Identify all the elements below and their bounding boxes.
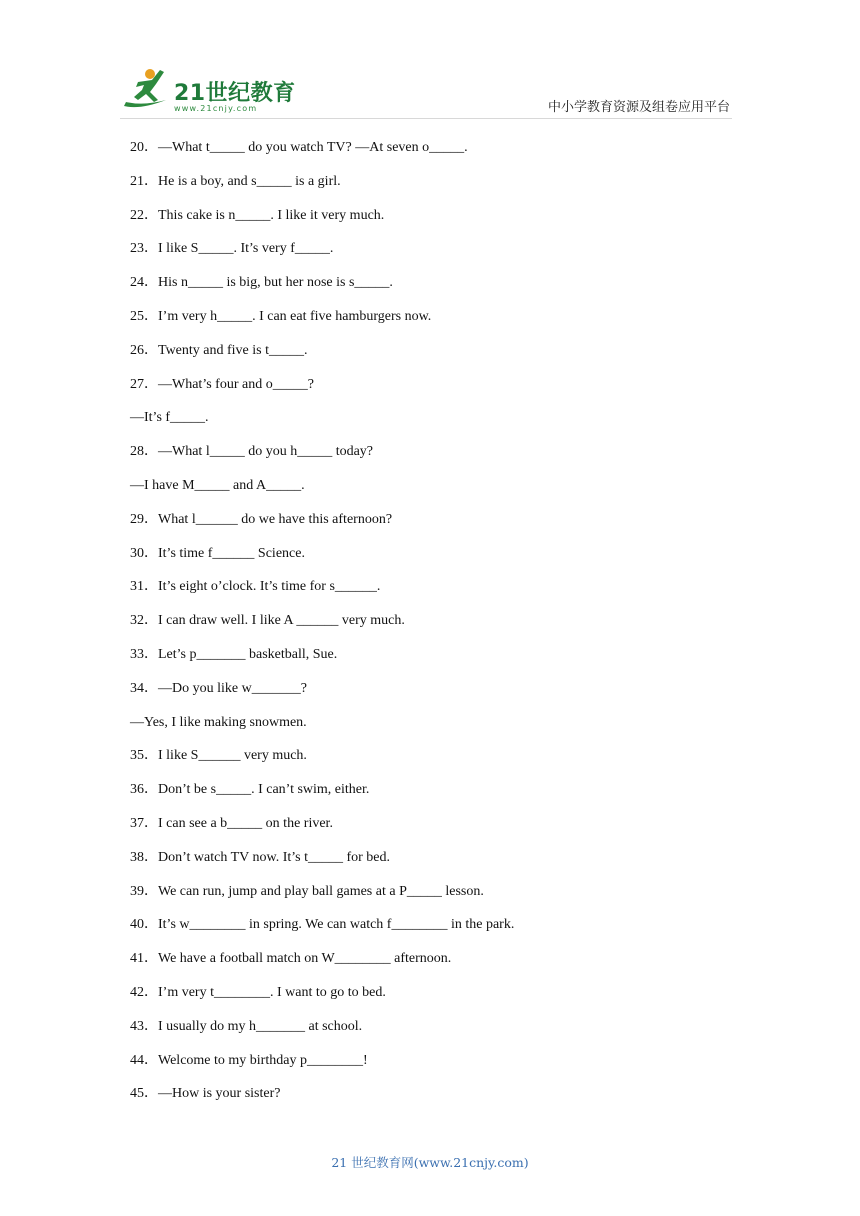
exercise-line: 38．Don’t watch TV now. It’s t_____ for bed. (130, 849, 391, 865)
exercise-line: 29．What l______ do we have this afternoon? (130, 511, 393, 527)
exercise-line: 30．It’s time f______ Science. (130, 545, 305, 561)
runner-logo-icon (120, 66, 174, 114)
header-platform-text: 中小学教育资源及组卷应用平台 (547, 100, 730, 115)
exercise-line: 21．He is a boy, and s_____ is a girl. (130, 173, 341, 189)
exercise-list (130, 136, 750, 1116)
exercise-line: 23．I like S_____. It’s very f_____. (130, 241, 334, 257)
exercise-line: 36．Don’t be s_____. I can’t swim, either. (130, 782, 370, 798)
exercise-line: 34．—Do you like w_______? (130, 680, 307, 696)
header-divider (120, 118, 732, 119)
page-header (0, 0, 860, 125)
exercise-line: 39．We can run, jump and play ball games at a P_____ lesson. (130, 883, 484, 899)
exercise-line: —Yes, I like making snowmen. (130, 714, 307, 730)
exercise-line: 32．I can draw well. I like A ______ very much. (130, 613, 405, 629)
exercise-line: 28．—What l_____ do you h_____ today? (130, 444, 374, 460)
exercise-line: 41．We have a football match on W________ afternoon. (130, 951, 452, 967)
exercise-line: 20．—What t_____ do you watch TV? —At seven o_____. (130, 140, 468, 155)
exercise-line: 22．This cake is n_____. I like it very much. (130, 207, 385, 223)
exercise-line: 40．It’s w________ in spring. We can watch f________ in the park. (130, 917, 515, 933)
logo (120, 66, 300, 118)
exercise-line: 25．I’m very h_____. I can eat five hamburgers now. (130, 308, 432, 324)
logo-url: www.21cnjy.com (174, 104, 258, 113)
exercise-line: 35．I like S______ very much. (130, 748, 307, 764)
logo-text: 21世纪教育 (174, 81, 296, 106)
exercise-line: 31．It’s eight o’clock. It’s time for s______. (130, 579, 381, 595)
exercise-line: 26．Twenty and five is t_____. (130, 342, 308, 358)
exercise-line: 24．His n_____ is big, but her nose is s_____. (130, 275, 393, 291)
exercise-line: 45．—How is your sister? (130, 1086, 281, 1102)
exercise-line: —I have M_____ and A_____. (130, 477, 305, 493)
exercise-line: —It’s f_____. (130, 410, 209, 426)
page-footer: 21 世纪教育网(www.21cnjy.com) (331, 1155, 529, 1170)
exercise-line: 42．I’m very t________. I want to go to bed. (130, 984, 386, 1000)
exercise-line: 33．Let’s p_______ basketball, Sue. (130, 646, 338, 662)
exercise-line: 43．I usually do my h_______ at school. (130, 1018, 363, 1034)
exercise-line: 37．I can see a b_____ on the river. (130, 815, 333, 831)
exercise-line: 44．Welcome to my birthday p________! (130, 1052, 368, 1068)
exercise-line: 27．—What’s four and o_____? (130, 376, 314, 392)
